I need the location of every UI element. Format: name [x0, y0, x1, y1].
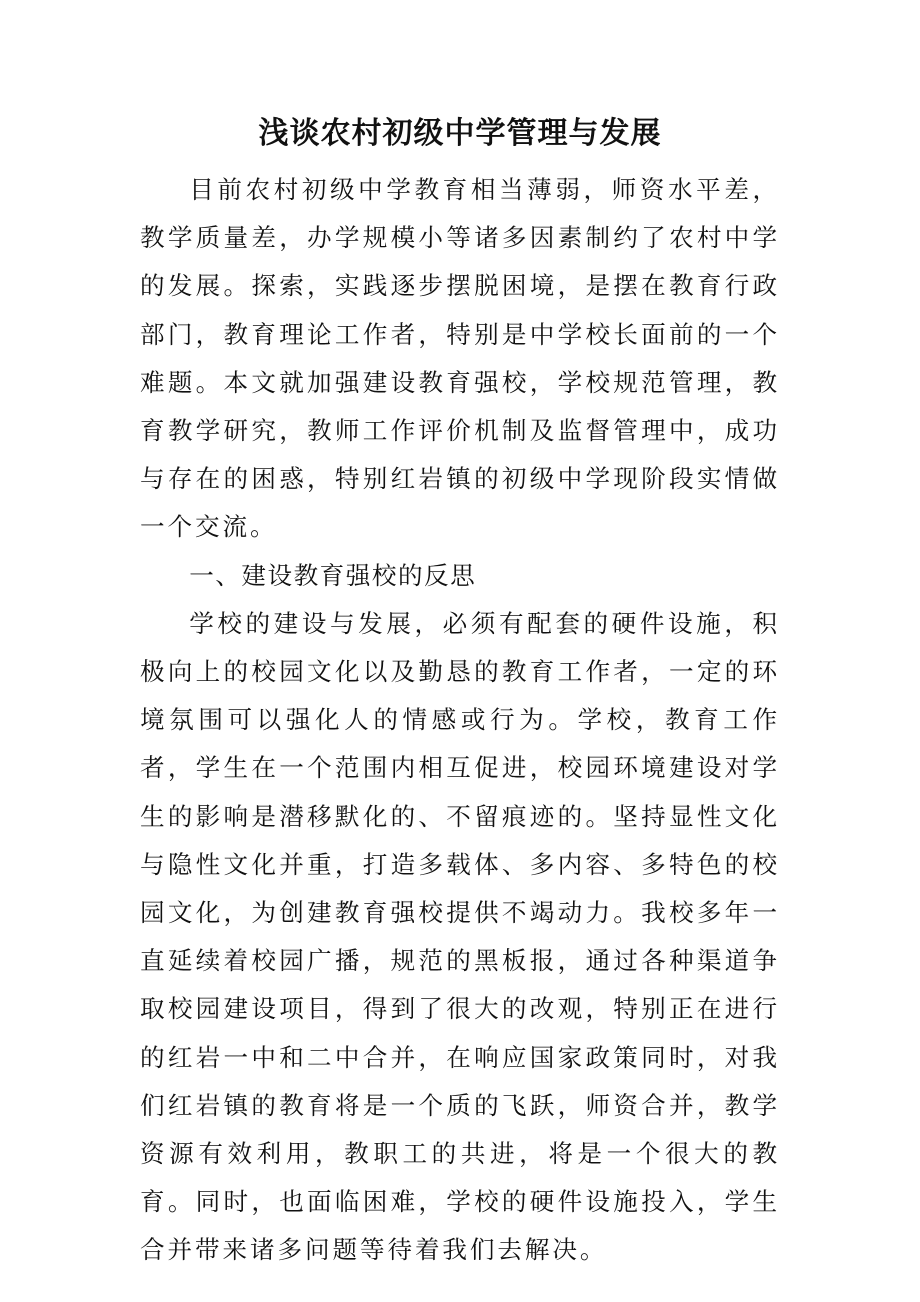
document-body — [140, 166, 780, 1275]
section-heading: 一、建设教育强校的反思 — [189, 560, 477, 590]
section-paragraph: 学校的建设与发展，必须有配套的硬件设施，积极向上的校园文化以及勤恳的教育工作者，一定的环境氛围可以强化人的情感或行为。学校，教育工作者，学生在一个范围内相互促进，校园环境建设对学生的影响是潜移默化的、不留痕迹的。坚持显性文化与隐性文化并重，打造多载体、多内容、多特色的校园文化，为创建教育强校提供不竭动力。我校多年一直延续着校园广播，规范的黑板报，通过各种渠道争取校园建设项目，得到了很大的改观，特别正在进行的红岩一中和二中合并，在响应国家政策同时，对我们红岩镇的教育将是一个质的飞跃，师资合并，教学资源有效利用，教职工的共进，将是一个很大的教育。同时，也面临困难，学校的硬件设施投入，学生合并带来诸多问题等待着我们去解决。 — [140, 608, 780, 1265]
document-title: 浅谈农村初级中学管理与发展 — [258, 116, 662, 151]
intro-paragraph: 目前农村初级中学教育相当薄弱，师资水平差，教学质量差，办学规模小等诸多因素制约了农村中学的发展。探索，实践逐步摆脱困境，是摆在教育行政部门，教育理论工作者，特别是中学校长面前的一个难题。本文就加强建设教育强校，学校规范管理，教育教学研究，教师工作评价机制及监督管理中，成功与存在的困惑，特别红岩镇的初级中学现阶段实情做一个交流。 — [140, 175, 780, 542]
